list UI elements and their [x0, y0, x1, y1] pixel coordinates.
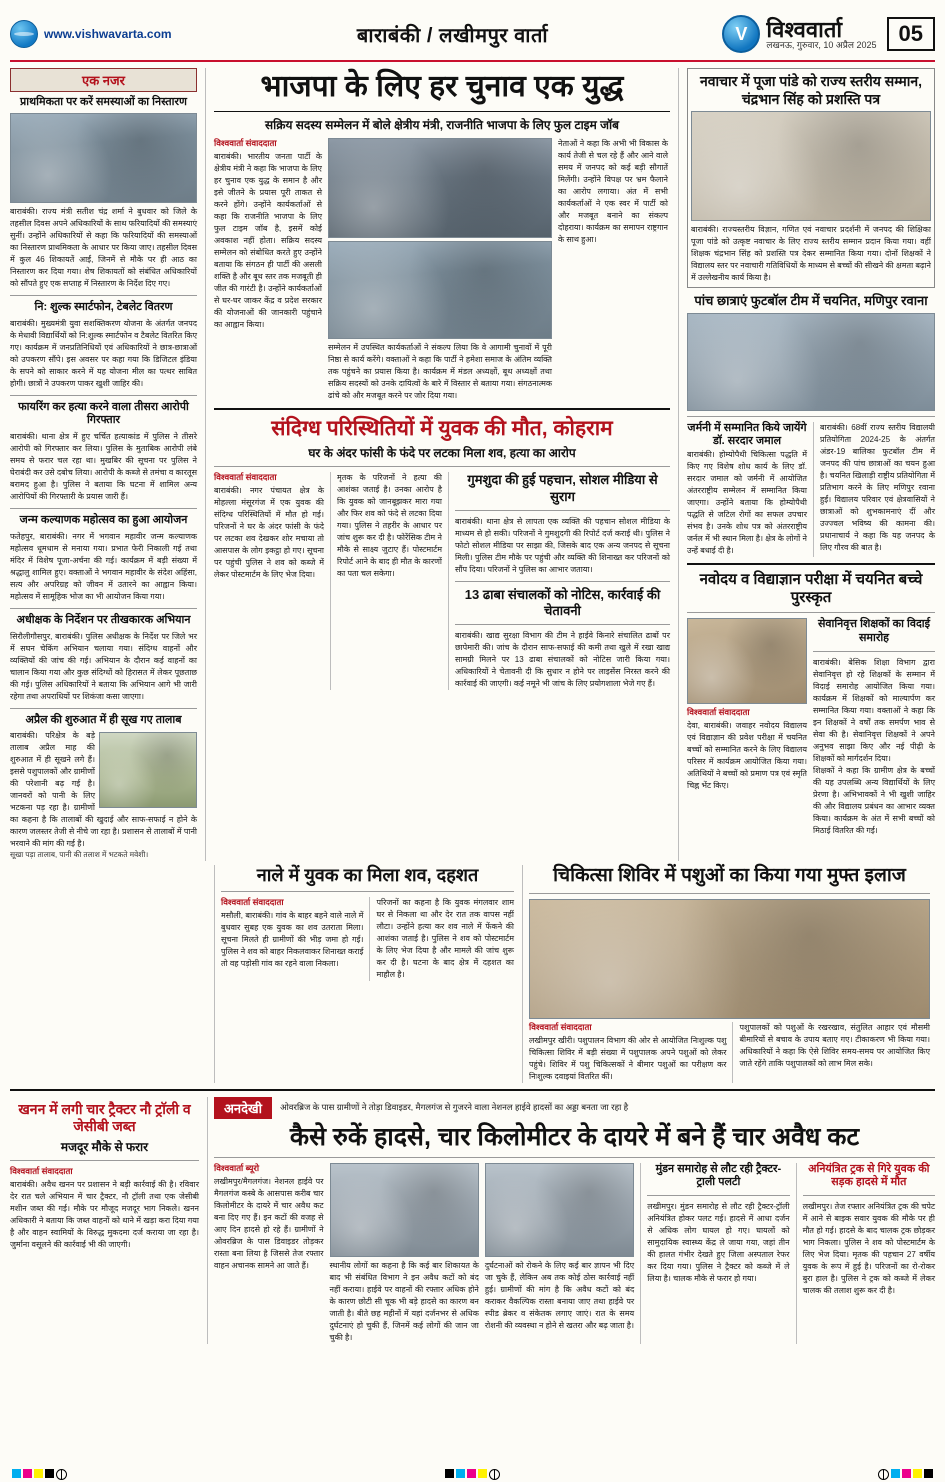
right-story6-byline: विश्ववार्ता संवाददाता: [529, 1021, 592, 1032]
lead-photo-2: [328, 241, 552, 339]
cmyk-swatches-left: [12, 1469, 67, 1480]
lead-col-1: बाराबंकी। भारतीय जनता पार्टी के क्षेत्रीय मंत्री ने कहा कि भाजपा के लिए हर चुनाव एक युद्ध के समान है और इसे जीतने के प्रयास पूरी ताकत से करने होंगे। उन्होंने कार्यकर्ताओं से कहा कि राजनीति भाजपा के लिए फुल टाइम जॉब है, इसमें कोई अवकाश नहीं होता। सक्रिय सदस्य सम्मेलन को संबोधित करते हुए उन्होंने बताया कि संगठन ही पार्टी की असली शक्ति है और बूथ स्तर तक मजबूती ही जीत की गारंटी है। उन्होंने कार्यकर्ताओं से घर-घर जाकर केंद्र व प्रदेश सरकार की योजनाओं की जानकारी पहुंचाने का आह्वान किया।: [214, 152, 322, 330]
right-photo-4: [687, 618, 807, 704]
left-item-3-title: जन्म कल्याणक महोत्सव का हुआ आयोजन: [19, 514, 188, 526]
right-story1-headline: नवाचार में पूजा पांडे को राज्य स्तरीय सम्मान, चंद्रभान सिंह को प्रशस्ति पत्र: [699, 73, 923, 108]
left-photo-5-caption: सूखा पड़ा तालाब, पानी की तलाश में भटकते मवेशी।: [10, 850, 149, 860]
bottom-col-1: लखीमपुर/मैगलगंज। नेशनल हाईवे पर मैगलगंज कस्बे के आसपास करीब चार किलोमीटर के दायरे में चार अवैध कट बना दिए गए हैं। इन कटों की वजह से आए दिन हादसे हो रहे हैं। ग्रामीणों ने ओवरब्रिज के पास डिवाइडर तोड़कर रास्ता बना लिया है जिससे तेज रफ्तार वाहन अचानक सामने आ जाते हैं।: [214, 1176, 324, 1270]
right-story23-grid: [687, 422, 935, 558]
right-story3-body: बाराबंकी। होम्योपैथी चिकित्सा पद्धति में किए गए विशेष शोध कार्य के लिए डॉ. सरदार जमाल को जर्मनी में आयोजित अंतरराष्ट्रीय सम्मेलन में सम्मानित किया जाएगा। उन्होंने बताया कि होम्योपैथी पद्धति से जटिल रोगों का सफल उपचार संभव है। उनके शोध पत्र को अंतरराष्ट्रीय जर्नल में भी स्थान मिला है। क्षेत्र के लोगों ने उन्हें बधाई दी है।: [687, 450, 807, 556]
bottom-col-5: लखीमपुर। तेज रफ्तार अनियंत्रित ट्रक की चपेट में आने से बाइक सवार युवक की मौके पर ही मौत हो गई। हादसे के बाद चालक ट्रक छोड़कर भाग निकला। पुलिस ने शव को पोस्टमार्टम के लिए भेज दिया। मृतक की पहचान 27 वर्षीय युवक के रूप में हुई है। परिजनों का रो-रोकर बुरा हाल है। पुलिस ने ट्रक को कब्जे में लेकर चालक की तलाश शुरू कर दी है।: [802, 1202, 935, 1296]
second-band-left-spacer: [10, 865, 206, 1083]
left-item-4-title: अधीक्षक के निर्देशन पर तीखकारक अभियान: [16, 613, 191, 626]
bottom-col3-headline: मुंडन समारोह से लौट रही ट्रैक्टर-ट्राली पलटी: [655, 1162, 782, 1189]
right-story4-col2: शिक्षकों ने कहा कि ग्रामीण क्षेत्र के बच्चों की यह उपलब्धि अन्य विद्यार्थियों के लिए प्रेरणा है। अभिभावकों ने भी खुशी जाहिर की और विद्यालय प्रबंधन का आभार व्यक्त किया। कार्यक्रम के अंत में सभी बच्चों को मिठाई वितरित की गई।: [813, 765, 935, 835]
page-number: 05: [887, 17, 935, 51]
left-photo-5: [99, 732, 197, 808]
left-item-2-title: फायरिंग कर हत्या करने वाला तीसरा आरोपी गिरफ्तार: [18, 400, 189, 427]
left-item-0-title: प्राथमिकता पर करें समस्याओं का निस्तारण: [20, 96, 187, 108]
bottom-headline: कैसे रुकें हादसे, चार किलोमीटर के दायरे में बने हैं चार अवैध कट: [289, 1122, 860, 1151]
right-story5-headline: सेवानिवृत्त शिक्षकों का विदाई समारोह: [817, 618, 931, 644]
section-title: बाराबंकी / लखीमपुर वार्ता: [356, 24, 549, 47]
cmyk-swatches-right: [878, 1469, 933, 1480]
second-band: [10, 865, 935, 1083]
story2-col3-headline: गुमशुदा की हुई पहचान, सोशल मीडिया से सुराग: [467, 472, 658, 504]
bottom-main-block: [207, 1097, 935, 1344]
bottom-col5-headline: अनियंत्रित ट्रक से गिरे युवक की सड़क हादसे में मौत: [808, 1162, 930, 1189]
right-photo-2: [687, 313, 935, 411]
left-item-5-title: अप्रैल की शुरुआत में ही सूख गए तालाब: [25, 713, 182, 726]
lead-photo-1: [328, 138, 552, 238]
newspaper-page: [0, 8, 945, 1482]
story2-byline: विश्ववार्ता संवाददाता: [214, 472, 277, 483]
right-photo-6: [529, 899, 930, 1019]
globe-icon: [10, 20, 38, 48]
masthead-left: [10, 20, 270, 48]
bottom-section-tag: अनदेखी: [214, 1097, 272, 1119]
story3-col-2: परिजनों का कहना है कि युवक मंगलवार शाम घर से निकला था और देर रात तक वापस नहीं लौटा। उन्होंने हत्या कर शव नाले में फेंकने की आशंका जताई है। पुलिस ने शव को पोस्टमार्टम के लिए भेज दिया है और मामले की जांच शुरू कर दी है। घटना के बाद क्षेत्र में दहशत का माहौल है।: [376, 898, 514, 980]
right-story5-body: बाराबंकी। बेसिक शिक्षा विभाग द्वारा सेवानिवृत्त हो रहे शिक्षकों के सम्मान में विदाई समारोह आयोजित किया गया। कार्यक्रम में शिक्षकों को माल्यार्पण कर सम्मानित किया गया। वक्ताओं ने कहा कि इन शिक्षकों ने वर्षों तक समर्पण भाव से सेवा की है। सेवानिवृत्त शिक्षकों ने अपने अनुभव साझा किए और नई पीढ़ी के शिक्षकों को मार्गदर्शन दिया।: [813, 657, 935, 763]
story2-col4-headline: 13 ढाबा संचालकों को नोटिस, कार्रवाई की चेतावनी: [464, 586, 661, 619]
story2-grid: [214, 472, 670, 690]
right-column: [687, 68, 935, 861]
left-item-0-body: बाराबंकी। राज्य मंत्री सतीश चंद्र शर्मा ने बुधवार को जिले के तहसील दिवस अपने अधिकारियों के साथ फरियादियों की समस्याएं सुनीं। उन्होंने अधिकारियों से कहा कि फरियादियों की समस्याओं का निस्तारण प्राथमिकता के आधार पर किया जाए। तहसील दिवस में कुल 46 शिकायतें आईं, जिनमें से मौके पर ही आठ का निस्तारण कर दिया गया। शेष शिकायतों को संबंधित अधिकारियों को सौंपते हुए एक सप्ताह में निस्तारण के निर्देश दिए गए।: [10, 206, 197, 288]
center-column: [214, 68, 670, 861]
left-item-5-body: बाराबंकी। परिक्षेत्र के बड़े तालाब अप्रैल माह की शुरुआत में ही सूखने लगे हैं। इससे पशुपालकों और ग्रामीणों की परेशानी बढ़ गई है। जानवरों को पानी के लिए भटकना पड़ रहा है। ग्रामीणों का कहना है कि तालाबों की खुदाई और साफ-सफाई न होने के कारण जलस्तर तेजी से नीचे जा रहा है। प्रशासन से तालाबों में पानी भरवाने की मांग की गई है।: [10, 731, 197, 849]
story3-col-1: मसौली, बाराबंकी। गांव के बाहर बहने वाले नाले में बुधवार सुबह एक युवक का शव उतराता मिला। सूचना मिलते ही ग्रामीणों की भीड़ जमा हो गई। पुलिस ने शव को बाहर निकलवाकर शिनाख्त कराई तो वह पड़ोसी गांव का रहने वाला निकला।: [221, 911, 364, 969]
publication-name: विश्ववार्ता: [766, 16, 843, 42]
cmyk-swatches-center: [445, 1469, 500, 1480]
cmyk-registration-bar: [0, 1469, 945, 1480]
bottom-photo-2: [485, 1163, 634, 1257]
website-url[interactable]: www.vishwavarta.com: [44, 27, 172, 41]
bottom-band: [10, 1097, 935, 1344]
story2-subhead: घर के अंदर फांसी के फंदे पर लटका मिला शव, हत्या का आरोप: [308, 446, 576, 461]
left-photo-0: [10, 113, 197, 203]
left-item-3-body: फतेहपुर, बाराबंकी। नगर में भगवान महावीर जन्म कल्याणक महोत्सव धूमधाम से मनाया गया। प्रभात फेरी निकाली गई तथा मंदिर में विशेष पूजा-अर्चना की गई। कार्यक्रम में बड़ी संख्या में श्रद्धालु शामिल हुए। वक्ताओं ने भगवान महावीर के संदेश अहिंसा, सत्य और अपरिग्रह को जीवन में उतारने का आह्वान किया। महोत्सव में सामूहिक भोज का भी आयोजन किया गया।: [10, 531, 197, 601]
registration-mark-icon: [56, 1469, 67, 1480]
right-story3-headline: जर्मनी में सम्मानित किये जायेंगे डॉ. सरदार जमाल: [687, 421, 807, 448]
registration-mark-icon: [878, 1469, 889, 1480]
right-story6-col1: लखीमपुर खीरी। पशुपालन विभाग की ओर से आयोजित निःशुल्क पशु चिकित्सा शिविर में बड़ी संख्या में पशुपालक अपने पशुओं को लेकर पहुंचे। शिविर में पशु चिकित्सकों ने बीमार पशुओं का परीक्षण कर निःशुल्क दवाइयां वितरित कीं।: [529, 1035, 727, 1081]
right-photo-1: [691, 111, 931, 221]
story2-col-3: बाराबंकी। थाना क्षेत्र से लापता एक व्यक्ति की पहचान सोशल मीडिया के माध्यम से हो सकी। परिजनों ने गुमशुदगी की रिपोर्ट दर्ज कराई थी। पुलिस ने फोटो सोशल मीडिया पर साझा की, जिसके बाद एक अन्य जनपद से सूचना मिली। पुलिस टीम मौके पर पहुंची और व्यक्ति की शिनाख्त कर परिजनों को सौंप दिया। परिजनों ने पुलिस का आभार जताया।: [455, 516, 670, 574]
lead-body-grid: [214, 138, 670, 402]
right-story-1: [687, 68, 935, 288]
bottom-left-byline: विश्ववार्ता संवाददाता: [10, 1165, 73, 1176]
bottom-subhead: ओवरब्रिज के पास ग्रामीणों ने तोड़ा डिवाइडर, मैगलगंज से गुजरने वाला नेशनल हाईवे हादसों का अड्डा बनता जा रहा है: [280, 1102, 629, 1113]
lead-byline: विश्ववार्ता संवाददाता: [214, 138, 277, 149]
lead-col-2: सम्मेलन में उपस्थित कार्यकर्ताओं ने संकल्प लिया कि वे आगामी चुनावों में पूरी निष्ठा से कार्य करेंगे। वक्ताओं ने कहा कि पार्टी ने हमेशा समाज के अंतिम व्यक्ति तक पहुंचने का प्रयास किया है। कार्यक्रम में मंडल अध्यक्षों, बूथ अध्यक्षों तथा सक्रिय सदस्यों को उनके दायित्वों के बारे में विस्तार से बताया गया। संगठनात्मक ढांचे को और मजबूत करने पर जोर दिया गया।: [328, 343, 552, 401]
right-story4-col1: देवा, बाराबंकी। जवाहर नवोदय विद्यालय एवं विद्याज्ञान की प्रवेश परीक्षा में चयनित बच्चों को सम्मानित करने के लिए विद्यालय परिसर में कार्यक्रम आयोजित किया गया। अतिथियों ने बच्चों को प्रमाण पत्र एवं स्मृति चिह्न भेंट किए।: [687, 721, 807, 791]
right-story4-headline: नवोदय व विद्याज्ञान परीक्षा में चयनित बच्चे पुरस्कृत: [699, 571, 923, 607]
bottom-left-block: [10, 1097, 199, 1344]
main-grid: [10, 68, 935, 861]
bottom-left-subhead: मजदूर मौके से फरार: [60, 1139, 149, 1154]
publication-dateline: लखनऊ, गुरुवार, 10 अप्रैल 2025: [766, 39, 877, 50]
masthead-right: [635, 15, 935, 53]
lead-col-3: नेताओं ने कहा कि अभी भी विकास के कार्य तेजी से चल रहे हैं और आने वाले समय में जनपद को कई बड़ी सौगातें मिलेंगी। उन्होंने विपक्ष पर भ्रम फैलाने का आरोप लगाया। अंत में सभी कार्यकर्ताओं ने एक स्वर में पार्टी को और मजबूत बनाने का संकल्प दोहराया। कार्यक्रम का समापन राष्ट्रगान के साथ हुआ।: [558, 139, 668, 245]
left-item-1-body: बाराबंकी। मुख्यमंत्री युवा सशक्तिकरण योजना के अंतर्गत जनपद के मेधावी विद्यार्थियों को नि:शुल्क स्मार्टफोन व टैबलेट वितरित किए गए। कार्यक्रम में जनप्रतिनिधियों एवं अधिकारियों ने छात्र-छात्राओं को उपकरण सौंपे। इस अवसर पर कहा गया कि डिजिटल इंडिया के सपने को साकार करने में यह योजना मील का पत्थर साबित होगी। छात्रों ने उपकरण पाकर खुशी जाहिर की।: [10, 318, 197, 388]
bottom-left-body: बाराबंकी। अवैध खनन पर प्रशासन ने बड़ी कार्रवाई की है। रविवार देर रात चले अभियान में चार ट्रैक्टर, नौ ट्रॉली तथा एक जेसीबी मशीन जब्त की गई। मौके पर मौजूद मजदूर भाग निकले। खनन अधिकारी ने बताया कि जब्त वाहनों को थाने में खड़ा करा दिया गया है और वाहन स्वामियों के विरुद्ध मुकदमा दर्ज कराया जा रहा है। जुर्माना वसूलने की कार्रवाई भी की जाएगी।: [10, 1179, 199, 1249]
masthead-center: [270, 21, 635, 48]
left-column: [10, 68, 197, 861]
story3-byline: विश्ववार्ता संवाददाता: [221, 897, 284, 908]
bottom-col-2: स्थानीय लोगों का कहना है कि कई बार शिकायत के बाद भी संबंधित विभाग ने इन अवैध कटों को बंद नहीं कराया। हाईवे पर वाहनों की रफ्तार अधिक होने के कारण छोटी सी चूक भी बड़े हादसे का कारण बन जाती है। बीते छह महीनों में यहां दर्जनभर से अधिक दुर्घटनाएं हो चुकी हैं, जिनमें कई लोगों की जान जा चुकी है।: [329, 1260, 479, 1342]
lead-headline: भाजपा के लिए हर चुनाव एक युद्ध: [260, 70, 624, 103]
bottom-photo-1: [330, 1163, 479, 1257]
bottom-left-headline: खनन में लगी चार ट्रैक्टर नौ ट्राॅली व जेसीबी जब्त: [18, 1100, 191, 1135]
logo-mark-icon: V: [722, 15, 760, 53]
right-story4-grid: [687, 618, 935, 837]
masthead: [10, 8, 935, 62]
left-item-1-title: नि: शुल्क स्मार्टफोन, टेबलेट वितरण: [34, 300, 173, 313]
story2-col-2: मृतक के परिजनों ने हत्या की आशंका जताई है। उनका आरोप है कि युवक को जानबूझकर मारा गया और फिर शव को फंदे से लटका दिया गया। पुलिस ने तहरीर के आधार पर जांच शुरू कर दी है। फोरेंसिक टीम ने मौके से साक्ष्य जुटाए हैं। पोस्टमार्टम रिपोर्ट आने के बाद ही मौत के कारणों का पता चल सकेगा।: [337, 473, 442, 579]
bottom-byline: विश्ववार्ता ब्यूरो: [214, 1162, 260, 1173]
right-story2-headline: पांच छात्राएं फुटबॉल टीम में चयनित, मणिपुर रवाना: [694, 293, 928, 309]
bottom-col-4: दुर्घटनाओं को रोकने के लिए कई बार ज्ञापन भी दिए जा चुके हैं, लेकिन अब तक कोई ठोस कार्रवाई नहीं हुई। ग्रामीणों की मांग है कि अवैध कटों को बंद कराकर वैकल्पिक रास्ता बनाया जाए तथा हाईवे पर स्पीड ब्रेकर व संकेतक लगाए जाएं। रात के समय रोशनी की व्यवस्था न होने से खतरा और बढ़ जाता है।: [484, 1260, 635, 1330]
left-item-4-body: सिरौलीगौसपुर, बाराबंकी। पुलिस अधीक्षक के निर्देश पर जिले भर में सघन चेकिंग अभियान चलाया गया। संदिग्ध वाहनों और व्यक्तियों की जांच की गई। अभियान के दौरान कई वाहनों का चालान किया गया और कुछ संदिग्धों को हिरासत में लेकर पूछताछ की गई। पुलिस अधिकारियों ने बताया कि अभियान आगे भी जारी रहेगा तथा अपराधियों पर शिकंजा कसा जाएगा।: [10, 631, 197, 701]
left-item-2-body: बाराबंकी। थाना क्षेत्र में हुए चर्चित हत्याकांड में पुलिस ने तीसरे आरोपी को गिरफ्तार कर लिया। पुलिस के मुताबिक आरोपी लंबे समय से फरार चल रहा था। मुखबिर की सूचना पर पुलिस ने घेराबंदी कर उसे दबोच लिया। आरोपी के कब्जे से तमंचा व कारतूस बरामद हुआ है। पुलिस ने बताया कि घटना में शामिल अन्य आरोपियों की गिरफ्तारी के प्रयास जारी हैं।: [10, 432, 197, 501]
story6-block: [522, 865, 930, 1083]
right-story6-col2: पशुपालकों को पशुओं के रखरखाव, संतुलित आहार एवं मौसमी बीमारियों से बचाव के उपाय बताए गए। टीकाकरण भी किया गया। अधिकारियों ने कहा कि ऐसे शिविर समय-समय पर आयोजित किए जाते रहेंगे ताकि पशुपालकों को लाभ मिल सके।: [739, 1022, 930, 1068]
story2-col-4: बाराबंकी। खाद्य सुरक्षा विभाग की टीम ने हाईवे किनारे संचालित ढाबों पर छापेमारी की। जांच के दौरान साफ-सफाई की कमी तथा खुले में रखा खाद्य सामग्री मिलने पर 13 ढाबा संचालकों को नोटिस जारी किया गया। अधिकारियों ने चेतावनी दी कि सुधार न होने पर लाइसेंस निरस्त करने की कार्रवाई की जाएगी। कई नमूने भी जांच के लिए प्रयोगशाला भेजे गए हैं।: [455, 631, 670, 689]
right-story4-byline: विश्ववार्ता संवाददाता: [687, 707, 750, 718]
lead-subhead: सक्रिय सदस्य सम्मेलन में बोले क्षेत्रीय मंत्री, राजनीति भाजपा के लिए फुल टाइम जॉब: [265, 117, 619, 132]
right-story6-headline: चिकित्सा शिविर में पशुओं का किया गया मुफ्त इलाज: [553, 864, 906, 886]
bottom-col-3: लखीमपुर। मुंडन समारोह से लौट रही ट्रैक्टर-ट्रॉली अनियंत्रित होकर पलट गई। हादसे में आधा दर्जन से अधिक लोग घायल हो गए। घायलों को सामुदायिक स्वास्थ्य केंद्र ले जाया गया, जहां तीन की हालत गंभीर देखते हुए जिला अस्पताल रेफर कर दिया गया। पुलिस ने ट्रैक्टर को कब्जे में ले लिया है। चालक मौके से फरार हो गया।: [647, 1202, 790, 1284]
right-story2-body: बाराबंकी। 68वीं राज्य स्तरीय विद्यालयी प्रतियोगिता 2024-25 के अंतर्गत अंडर-19 बालिका फुटबॉल टीम में जनपद की पांच छात्राओं का चयन हुआ है। चयनित खिलाड़ी राष्ट्रीय प्रतियोगिता में प्रतिभाग करने के लिए मणिपुर रवाना हुईं। विद्यालय परिवार एवं क्षेत्रवासियों ने छात्राओं को शुभकामनाएं दीं और उज्ज्वल भविष्य की कामना की। प्रधानाचार्य ने कहा कि यह जनपद के लिए गौरव की बात है।: [820, 422, 935, 552]
story2-headline: संदिग्ध परिस्थितियों में युवक की मौत, कोहराम: [271, 417, 613, 441]
eknazar-header: एक नजर: [10, 68, 197, 92]
story3-block: [214, 865, 514, 1083]
publication-logo: [722, 15, 876, 53]
registration-mark-icon: [489, 1469, 500, 1480]
story3-headline: नाले में युवक का मिला शव, दहशत: [256, 864, 479, 885]
right-story1-body: बाराबंकी। राज्यस्तरीय विज्ञान, गणित एवं नवाचार प्रदर्शनी में जनपद की शिक्षिका पूजा पांडे को उत्कृष्ट नवाचार के लिए राज्य स्तरीय सम्मान प्रदान किया गया। वहीं शिक्षक चंद्रभान सिंह को प्रशस्ति पत्र देकर सम्मानित किया गया। दोनों शिक्षकों ने विद्यालय स्तर पर नवाचारी गतिविधियों के माध्यम से बच्चों की सीखने की क्षमता बढ़ाने में उल्लेखनीय कार्य किया है।: [691, 225, 931, 283]
story2-col-1: बाराबंकी। नगर पंचायत क्षेत्र के मोहल्ला मंसूरगंज में एक युवक की संदिग्ध परिस्थितियों में मौत हो गई। परिजनों ने घर के अंदर फांसी के फंदे पर लटका शव देखकर शोर मचाया तो आसपास के लोग इकट्ठा हो गए। सूचना पर पहुंची पुलिस ने शव को कब्जे में लेकर पोस्टमार्टम के लिए भेज दिया।: [214, 486, 324, 580]
